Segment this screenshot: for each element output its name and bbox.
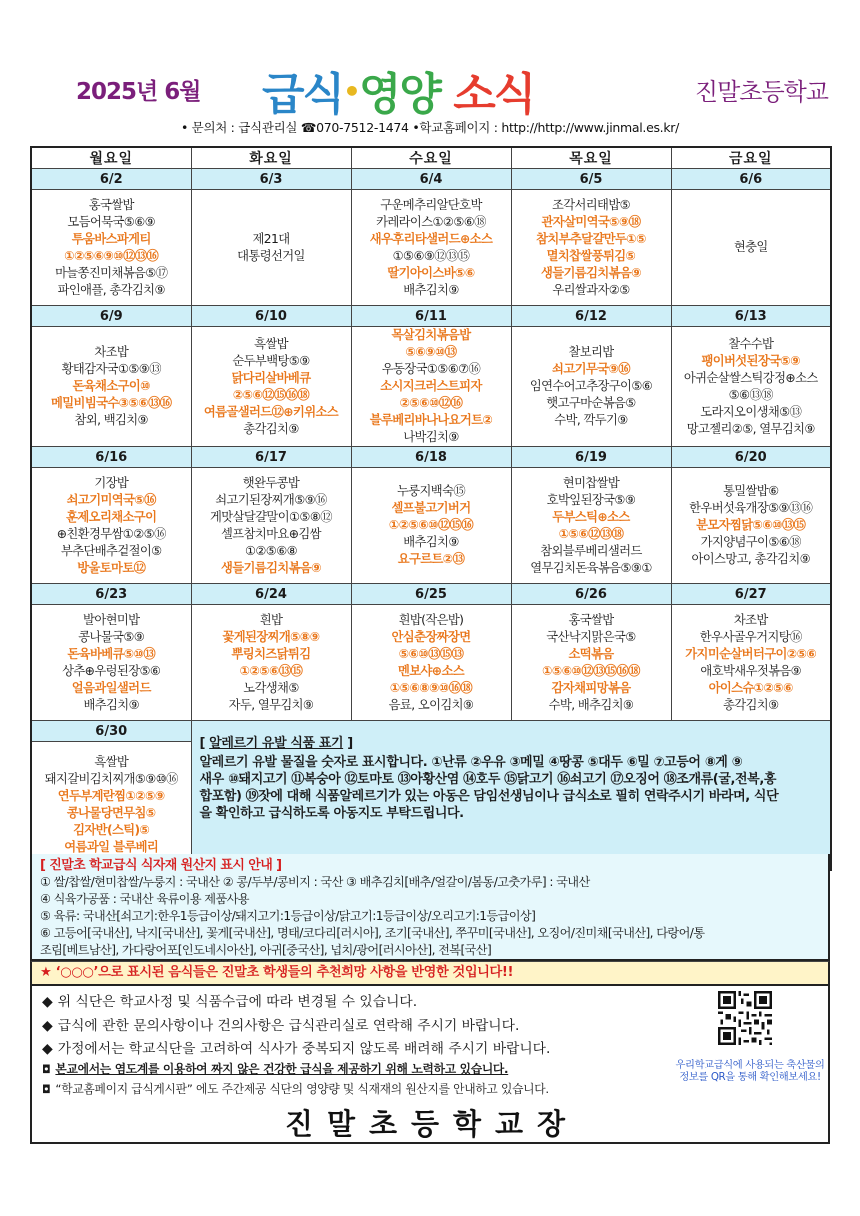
menu-item: 닭다리살바베큐 (231, 370, 311, 385)
menu-item: 현충일 (733, 240, 768, 254)
notice-3: ◆ 가정에서는 학교식단을 고려하여 식사가 중복되지 않도록 배려해 주시기 바랍니다. (42, 1041, 551, 1057)
menu-cell (351, 190, 511, 306)
menu-item: 요구르트②⑬ (397, 552, 465, 566)
menu-item: 메밀비빔국수③⑤⑥⑬⑯ (50, 396, 172, 410)
menu-item: 팽이버섯된장국⑤⑨ (701, 353, 801, 368)
menu-item: 참외블루베리샐러드 (540, 543, 642, 558)
menu-row (31, 327, 831, 447)
menu-cell (351, 605, 511, 721)
menu-item: 흰밥 (259, 612, 283, 627)
qr-caption: 우리학교급식에 사용되는 축산물의 정보를 QR을 통해 확인해보세요! (675, 1059, 825, 1083)
menu-item: 현미찹쌀밥 (562, 475, 620, 490)
menu-cell (191, 327, 351, 447)
menu-item: 한우버섯육개장⑤⑨⑬⑯ (689, 501, 813, 515)
menu-item: 배추김치⑨ (403, 282, 459, 297)
origin-line: 조림[베트남산], 가다랑어포[인도네시아산], 아귀[중국산], 넙치/광어[러시아산], 전복[국산] (40, 943, 492, 957)
title-part-meal: 급식 (262, 69, 344, 120)
allergy-line-1: 알레르기 유발 물질을 숫자로 표시합니다. ①난류 ②우유 ③메밀 ④땅콩 ⑤대두 ⑥밀 ⑦고등어 ⑧게 ⑨ (199, 755, 743, 770)
menu-item: 분모자찜닭⑤⑥⑩⑬⑮ (696, 518, 806, 532)
menu-item: 감자채피망볶음 (551, 680, 631, 695)
weekday-thu: 목요일 (511, 147, 671, 169)
menu-item: 안심춘장짜장면 (391, 629, 471, 644)
menu-cell (511, 605, 671, 721)
menu-item: 콩나물당면무침⑤ (66, 806, 156, 821)
date-cell: 6/10 (191, 306, 351, 327)
date-cell: 6/5 (511, 169, 671, 190)
notice-2: ◆ 급식에 관한 문의사항이나 건의사항은 급식관리실로 연락해 주시기 바랍니다. (42, 1018, 520, 1034)
menu-item: 기장밥 (94, 475, 129, 490)
menu-item: 찰보리밥 (568, 345, 614, 359)
menu-cell (31, 605, 191, 721)
menu-cell (191, 468, 351, 584)
weekday-mon: 월요일 (31, 147, 191, 169)
title-part-nutrition: 영양 (358, 69, 440, 120)
origin-line: ⑤ 육류: 국내산[쇠고기:한우1등급이상/돼지고기:1등급이상/닭고기:1등급이상/오리고기:1등급이상] (40, 909, 536, 923)
menu-item: 모듬어묵국⑤⑥⑨ (67, 214, 156, 229)
menu-item: 배추김치⑨ (83, 697, 140, 712)
menu-cell (31, 327, 191, 447)
menu-item: ①②⑤⑥⑨⑩⑫⑬⑯ (64, 248, 159, 263)
menu-item: 자두, 열무김치⑨ (228, 697, 314, 712)
menu-item: ⊕친환경무쌈①②⑤⑯ (56, 526, 166, 541)
menu-cell (671, 605, 831, 721)
notice-4: ◘ 본교에서는 염도계를 이용하여 짜지 않은 건강한 급식을 제공하기 위해 노력하고 있습니다. (42, 1062, 509, 1076)
menu-item: 통밀쌀밥⑥ (722, 484, 779, 498)
checkbox-bullet-icon: ◘ (42, 1083, 51, 1096)
menu-item: 한우사골우거지탕⑯ (699, 629, 802, 644)
menu-item: 콩나물국⑤⑨ (78, 629, 145, 644)
title-part-news: 소식 (453, 69, 535, 120)
qr-code-icon[interactable] (718, 991, 772, 1045)
newsletter-title (262, 58, 534, 122)
menu-cell (671, 190, 831, 306)
menu-item: 흰밥(작은밥) (398, 612, 464, 627)
menu-item: 가지양념구이⑤⑥⑱ (700, 535, 801, 549)
diamond-bullet-icon: ◆ (42, 994, 53, 1010)
menu-cell (191, 190, 351, 306)
menu-item: 황태감자국①⑤⑨⑬ (61, 362, 161, 376)
diamond-bullet-icon: ◆ (42, 1018, 53, 1034)
menu-item: 아이스슈①②⑤⑥ (708, 680, 793, 695)
issue-date: 2025년 6월 (76, 79, 201, 105)
date-cell: 6/9 (31, 306, 191, 327)
menu-item: 뿌링치즈닭튀김 (231, 646, 311, 661)
menu-item: 파인애플, 총각김치⑨ (57, 282, 165, 297)
menu-item: 애호박새우젓볶음⑨ (700, 663, 802, 678)
menu-item: 여름골샐러드⑫⊕키위소스 (203, 404, 339, 419)
menu-item: 우리쌀과자②⑤ (552, 282, 630, 297)
menu-item: ①⑤⑥⑧⑨⑩⑯⑱ (389, 680, 473, 695)
weekday-header-row (31, 147, 831, 169)
origin-line: ⑥ 고등어[국내산], 낙지[국내산], 꽃게[국내산], 명태/코다리[러시아], 조기[국내산], 쭈꾸미[국내산], 오징어/진미채[국내산], 다랑어/통 (40, 926, 705, 940)
menu-item: 나박김치⑨ (403, 430, 459, 444)
menu-item: ①②⑤⑥⑧ (244, 543, 298, 558)
school-name: 진말초등학교 (694, 78, 828, 106)
menu-cell (31, 468, 191, 584)
page-header (30, 56, 830, 122)
menu-item: 부추단배추겉절이⑤ (60, 543, 162, 558)
menu-item: 홍국쌀밥 (568, 612, 614, 627)
menu-item: 임연수어고추장구이⑤⑥ (529, 379, 653, 393)
menu-item: 생들기름김치볶음⑨ (540, 265, 642, 280)
menu-item: 카레라이스①②⑤⑥⑱ (376, 214, 486, 229)
date-cell: 6/19 (511, 447, 671, 468)
menu-item: 수박, 배추김치⑨ (548, 697, 634, 712)
menu-item: 쇠고기무국⑨⑯ (552, 362, 630, 376)
origin-line: ④ 식육가공품 : 국내산 육류이용 제품사용 (40, 892, 249, 906)
menu-item: ①⑤⑥⑫⑬⑱ (558, 526, 624, 541)
date-cell: 6/25 (351, 584, 511, 605)
date-cell: 6/4 (351, 169, 511, 190)
menu-row (31, 605, 831, 721)
menu-item: 열무김치돈육볶음⑤⑨① (530, 560, 652, 575)
date-cell: 6/27 (671, 584, 831, 605)
notice-5: ◘ “학교홈페이지 급식게시판” 에도 주간제공 식단의 영양량 및 식재재의 원산지를 안내하고 있습니다. (42, 1082, 549, 1096)
menu-row (31, 468, 831, 584)
recommendation-banner: ★ ‘○○○’으로 표시된 음식들은 진말초 학생들의 추천희망 사항을 반영한 것입니다!! (30, 961, 830, 986)
date-cell: 6/26 (511, 584, 671, 605)
date-row (31, 306, 831, 327)
menu-item: 대통령선거일 (237, 248, 305, 263)
menu-cell-6-30 (31, 742, 191, 870)
menu-item: 총각김치⑨ (243, 421, 299, 436)
allergy-title: [ 알레르기 유발 식품 표기 ] (199, 736, 353, 751)
menu-item: ①⑤⑥⑨⑫⑬⑮ (392, 248, 470, 263)
menu-item: 우동장국①⑤⑥⑦⑯ (381, 362, 481, 376)
origin-line: ① 쌀/찹쌀/현미찹쌀/누룽지 : 국내산 ② 콩/두부/콩비지 : 국산 ③ 배추김치[배추/얼갈이/봄동/고춧가루] : 국내산 (40, 875, 590, 889)
menu-item: 김자반(스틱)⑤ (73, 823, 150, 838)
date-row (31, 447, 831, 468)
menu-item: 소떡볶음 (568, 646, 614, 661)
menu-item: 햇고구마순볶음⑤ (546, 396, 636, 410)
menu-item: 국산낙지맑은국⑤ (546, 629, 636, 644)
menu-item: 망고젤리②⑤, 열무김치⑨ (686, 421, 815, 436)
date-cell: 6/11 (351, 306, 511, 327)
menu-item: ①②⑤⑥⑬⑮ (239, 663, 303, 678)
allergy-line-2: 새우 ⑩돼지고기 ⑪복숭아 ⑫토마토 ⑬아황산염 ⑭호두 ⑮닭고기 ⑯쇠고기 ⑰오징어 ⑱조개류(굴,전복,홍 (199, 772, 777, 787)
date-cell: 6/18 (351, 447, 511, 468)
menu-item: 쇠고기미역국⑤⑯ (66, 492, 156, 507)
date-cell: 6/17 (191, 447, 351, 468)
menu-item: 차조밥 (733, 612, 768, 627)
origin-title: [ 진말초 학교급식 식자재 원산지 표시 안내 ] (40, 858, 282, 873)
date-row (31, 169, 831, 190)
menu-item: ⑤⑥⑨⑩⑬ (405, 345, 457, 359)
menu-calendar (30, 146, 832, 871)
menu-cell (191, 605, 351, 721)
menu-item: 멘보샤⊕소스 (397, 663, 465, 678)
contact-info: • 문의처 : 급식관리실 ☎070-7512-1474 •학교홈페이지 : http://http://www.jinmal.es.kr/ (180, 120, 680, 135)
menu-item: 소시지크러스트피자 (380, 379, 482, 393)
principal-signature: 진말초등학교장 (284, 1107, 580, 1141)
menu-item: 연두부계란찜①②⑤⑨ (57, 789, 165, 804)
menu-item: 딸기아이스바⑤⑥ (387, 265, 475, 280)
allergy-line-3: 합포함) ⑲잣에 대해 식품알레르기가 있는 아동은 담임선생님이나 급식소로 필히 연락주시기 바라며, 식단 (199, 789, 779, 804)
menu-item: 발아현미밥 (83, 612, 140, 627)
menu-item: 햇완두콩밥 (242, 475, 300, 490)
origin-notice (30, 854, 830, 961)
menu-item: 상추⊕우렁된장⑤⑥ (62, 663, 161, 678)
menu-item: 셀프불고기버거 (391, 501, 471, 515)
menu-item: ⑤⑥⑬⑱ (728, 387, 773, 402)
menu-item: 총각김치⑨ (722, 697, 779, 712)
menu-cell (511, 327, 671, 447)
menu-item: 흑쌀밥 (94, 755, 129, 770)
menu-item: 아귀순살쌀스틱강정⊕소스 (683, 370, 818, 385)
menu-cell (511, 190, 671, 306)
menu-item: ①⑤⑥⑩⑫⑬⑮⑯⑱ (542, 663, 640, 678)
menu-item: 생들기름김치볶음⑨ (220, 560, 322, 575)
allergy-line-4: 을 확인하고 급식하도록 아동지도 부탁드립니다. (199, 806, 464, 821)
menu-item: 목살김치볶음밥 (391, 328, 471, 342)
menu-item: 아이스망고, 총각김치⑨ (691, 552, 811, 566)
menu-item: 얼음과일샐러드 (71, 680, 151, 695)
menu-item: 참외, 백김치⑨ (74, 413, 148, 427)
date-cell: 6/12 (511, 306, 671, 327)
title-dot: • (343, 75, 359, 108)
menu-item: ①②⑤⑥⑩⑫⑮⑯ (388, 518, 474, 532)
menu-item: ②⑤⑥⑫⑮⑯⑱ (232, 387, 310, 402)
allergy-notice (191, 721, 831, 870)
date-cell: 6/24 (191, 584, 351, 605)
date-row-last (31, 721, 831, 742)
menu-cell (351, 468, 511, 584)
menu-item: 새우후리타샐러드⊕소스 (369, 231, 493, 246)
menu-item: 투움바스파게티 (71, 231, 151, 246)
date-cell: 6/6 (671, 169, 831, 190)
checkbox-bullet-icon: ◘ (42, 1063, 51, 1076)
menu-item: 참치부추달걀만두①⑤ (536, 231, 646, 246)
menu-item: 순두부백탕⑤⑨ (232, 353, 310, 368)
menu-item: 돈육바베큐⑤⑩⑬ (67, 646, 156, 661)
menu-item: 돈육채소구이⑩ (72, 379, 150, 393)
date-row (31, 584, 831, 605)
menu-item: 돼지갈비김치찌개⑤⑨⑩⑯ (44, 772, 178, 787)
menu-item: 제21대 (252, 231, 290, 246)
menu-item: 노각생채⑤ (243, 680, 299, 695)
menu-item: 멸치찹쌀풍튀김⑤ (546, 248, 636, 263)
menu-item: 음료, 오이김치⑨ (388, 697, 474, 712)
date-cell: 6/30 (31, 721, 191, 742)
menu-item: 블루베리바나나요거트② (369, 413, 493, 427)
menu-item: 흑쌀밥 (254, 336, 288, 351)
menu-item: 관자살미역국⑤⑨⑱ (541, 214, 641, 229)
menu-item: 쇠고기된장찌개⑤⑨⑯ (215, 492, 327, 507)
notice-1: ◆ 위 식단은 학교사정 및 식품수급에 따라 변경될 수 있습니다. (42, 994, 418, 1010)
menu-item: 호박잎된장국⑤⑨ (546, 492, 636, 507)
menu-cell (671, 468, 831, 584)
date-cell: 6/13 (671, 306, 831, 327)
menu-item: 두부스틱⊕소스 (552, 509, 630, 524)
menu-item: 게맛살달걀말이①⑤⑧⑫ (210, 509, 332, 524)
menu-item: 도라지오이생채⑤⑬ (700, 404, 802, 419)
menu-cell (671, 327, 831, 447)
weekday-tue: 화요일 (191, 147, 351, 169)
diamond-bullet-icon: ◆ (42, 1041, 53, 1057)
menu-row (31, 190, 831, 306)
menu-cell (351, 327, 511, 447)
menu-item: 찰수수밥 (728, 336, 774, 351)
menu-item: 차조밥 (94, 345, 129, 359)
menu-item: 누룽지백숙⑮ (396, 484, 466, 498)
menu-item: 수박, 깍두기⑨ (554, 413, 628, 427)
menu-item: 배추김치⑨ (403, 535, 459, 549)
date-cell: 6/3 (191, 169, 351, 190)
menu-item: 방울토마토⑫ (77, 560, 146, 575)
date-cell: 6/2 (31, 169, 191, 190)
weekday-fri: 금요일 (671, 147, 831, 169)
menu-item: 구운메추리알단호박 (380, 197, 482, 212)
menu-item: 셀프참치마요⊕김쌈 (221, 526, 321, 541)
menu-cell (31, 190, 191, 306)
date-cell: 6/16 (31, 447, 191, 468)
menu-item: ⑤⑥⑩⑬⑮⑬ (398, 646, 464, 661)
menu-item: 가지미순살버터구이②⑤⑥ (685, 646, 817, 661)
date-cell: 6/23 (31, 584, 191, 605)
weekday-wed: 수요일 (351, 147, 511, 169)
menu-item: 조각서리태밥⑤ (551, 197, 631, 212)
menu-cell (511, 468, 671, 584)
menu-item: ②⑤⑥⑩⑫⑯ (399, 396, 463, 410)
notices-box (30, 986, 830, 1144)
menu-item: 꽃게된장찌개⑤⑧⑨ (222, 629, 320, 644)
date-cell: 6/20 (671, 447, 831, 468)
menu-item: 훈제오리채소구이 (66, 509, 157, 524)
menu-item: 여름과일 블루베리 (64, 840, 159, 855)
menu-item: 홍국쌀밥 (88, 197, 134, 212)
menu-item: 마늘쫑진미채볶음⑤⑰ (55, 265, 168, 280)
